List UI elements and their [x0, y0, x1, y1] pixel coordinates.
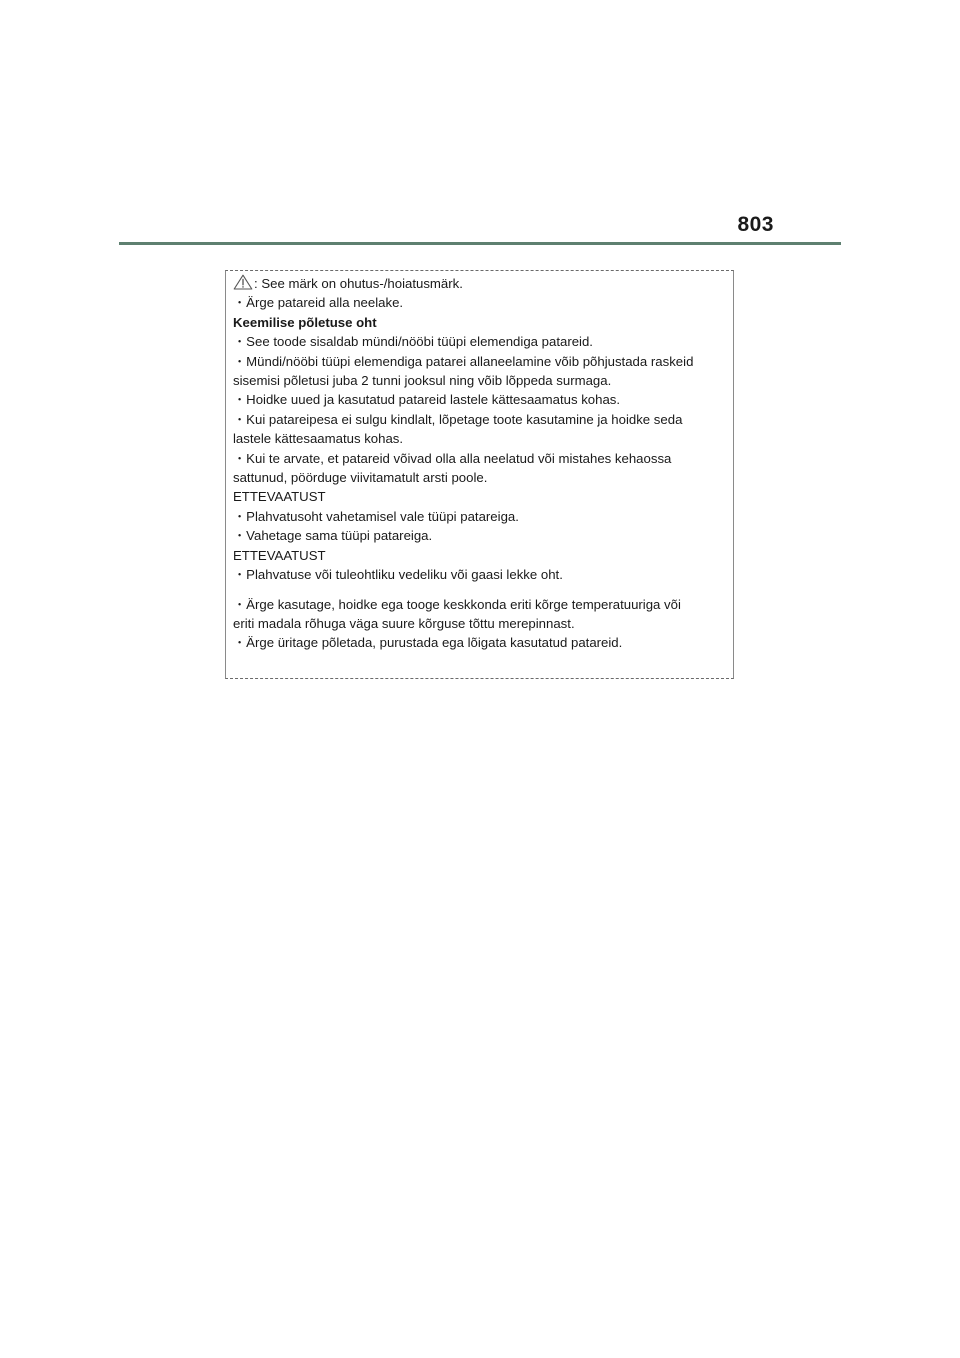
warning-line: sattunud, pöörduge viivitamatult arsti poole. — [233, 470, 488, 486]
header-divider — [119, 242, 841, 245]
warning-line: ・Mündi/nööbi tüüpi elemendiga patarei allaneelamine võib põhjustada raskeid — [233, 353, 694, 369]
warning-line: ・Plahvatuse või tuleohtliku vedeliku või gaasi lekke oht. — [233, 567, 563, 583]
page-number: 803 — [737, 213, 774, 236]
section-heading: ETTEVAATUST — [233, 547, 326, 563]
warning-line: ・Plahvatusoht vahetamisel vale tüüpi patareiga. — [233, 508, 519, 524]
warning-intro-text: : See märk on ohutus-/hoiatusmärk. — [254, 276, 463, 291]
warning-line: ・Ärge üritage põletada, purustada ega lõigata kasutatud patareid. — [233, 635, 623, 651]
warning-line: eriti madala rõhuga väga suure kõrguse tõttu merepinnast. — [233, 615, 575, 631]
section-heading: ETTEVAATUST — [233, 489, 326, 505]
warning-line: lastele kättesaamatus kohas. — [233, 431, 404, 447]
warning-intro-line — [233, 274, 725, 293]
warning-line: ・Vahetage sama tüüpi patareiga. — [233, 528, 433, 544]
warning-line: ・Hoidke uued ja kasutatud patareid lastele kättesaamatus kohas. — [233, 392, 621, 408]
warning-line: ・Ärge patareid alla neelake. — [233, 295, 404, 311]
warning-triangle-icon — [233, 274, 253, 290]
warning-line: ・See toode sisaldab mündi/nööbi tüüpi elemendiga patareid. — [233, 334, 593, 350]
section-heading: Keemilise põletuse oht — [233, 314, 377, 330]
warning-box — [225, 270, 734, 679]
warning-line: ・Kui patareipesa ei sulgu kindlalt, lõpetage toote kasutamine ja hoidke seda — [233, 411, 683, 427]
warning-line: ・Kui te arvate, et patareid võivad olla alla neelatud või mistahes kehaossa — [233, 450, 672, 466]
warning-line: sisemisi põletusi juba 2 tunni jooksul ning võib lõppeda surmaga. — [233, 373, 612, 389]
warning-line: ・Ärge kasutage, hoidke ega tooge keskkonda eriti kõrge temperatuuriga või — [233, 596, 681, 612]
